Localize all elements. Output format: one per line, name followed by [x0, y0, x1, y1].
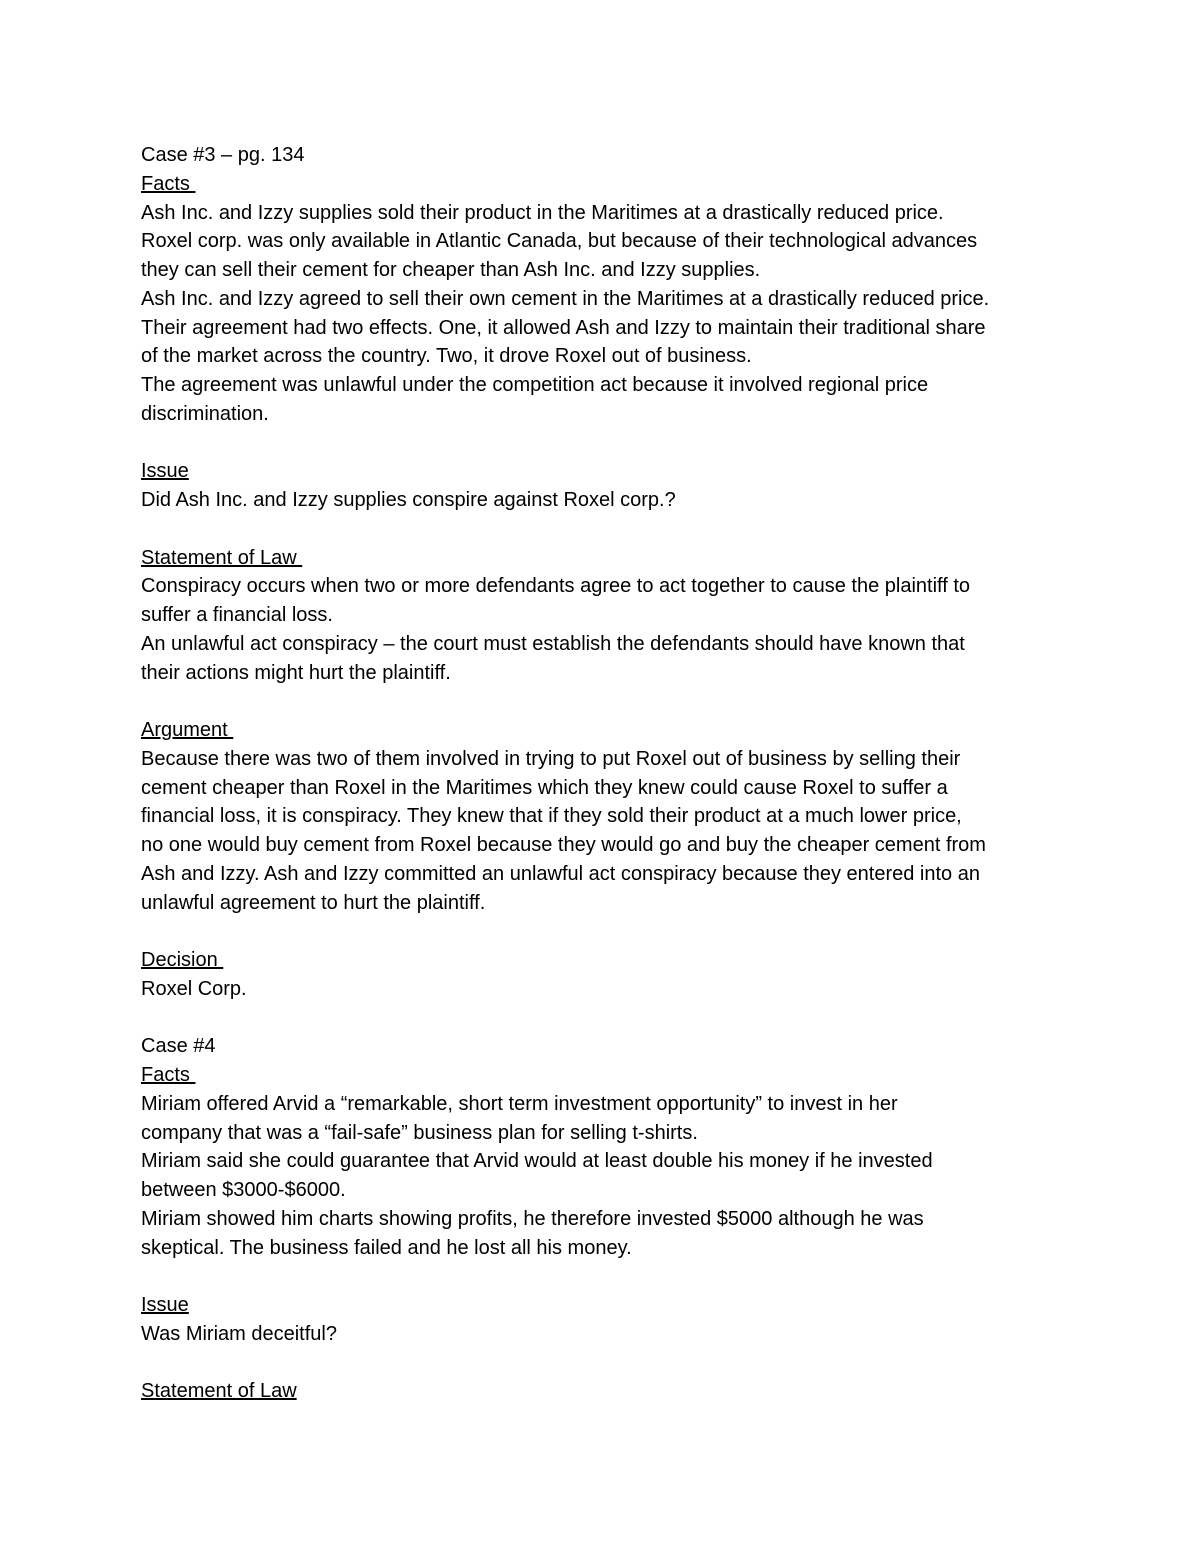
case4-facts-line: company that was a “fail-safe” business plan for selling t-shirts.	[141, 1121, 698, 1144]
spacer	[141, 917, 1071, 946]
document-page	[141, 141, 1071, 1406]
case3-law-line: An unlawful act conspiracy – the court must establish the defendants should have known that	[141, 632, 965, 655]
case4-facts-line: between $3000-$6000.	[141, 1179, 346, 1201]
case3-law-line: their actions might hurt the plaintiff.	[141, 661, 451, 684]
case3-facts-line: The agreement was unlawful under the competition act because it involved regional price	[141, 374, 929, 396]
spacer	[141, 1262, 1071, 1291]
case4-title: Case #4	[141, 1035, 216, 1058]
case3-facts-line: Ash Inc. and Izzy agreed to sell their own cement in the Maritimes at a drastically reduced price.	[141, 287, 990, 310]
case3-facts-heading: Facts	[141, 172, 196, 195]
case3-argument-line: Ash and Izzy. Ash and Izzy committed an unlawful act conspiracy because they entered into an	[141, 862, 980, 885]
case4-facts-line: Miriam offered Arvid a “remarkable, short term investment opportunity” to invest in her	[141, 1092, 898, 1115]
case3-facts-line: of the market across the country. Two, it drove Roxel out of business.	[141, 345, 752, 368]
case3-issue-line: Did Ash Inc. and Izzy supplies conspire against Roxel corp.?	[141, 489, 676, 511]
case4-law-heading: Statement of Law	[141, 1380, 297, 1403]
case4-facts-heading: Facts	[141, 1064, 196, 1086]
case3-decision-heading: Decision	[141, 949, 224, 971]
case3-argument-line: Because there was two of them involved in trying to put Roxel out of business by selling their	[141, 747, 961, 770]
spacer	[141, 515, 1071, 544]
case3-facts-line: Their agreement had two effects. One, it allowed Ash and Izzy to maintain their traditional share	[141, 316, 986, 339]
case3-decision-line: Roxel Corp.	[141, 977, 247, 1000]
case3-law-line: Conspiracy occurs when two or more defendants agree to act together to cause the plaintiff to	[141, 575, 970, 598]
spacer	[141, 1349, 1071, 1378]
spacer	[141, 1004, 1071, 1033]
case4-facts-line: Miriam showed him charts showing profits, he therefore invested $5000 although he was	[141, 1207, 924, 1230]
case3-title: Case #3 – pg. 134	[141, 144, 305, 166]
case3-law-line: suffer a financial loss.	[141, 604, 333, 626]
spacer	[141, 687, 1071, 716]
case3-facts-line: Ash Inc. and Izzy supplies sold their product in the Maritimes at a drastically reduced price.	[141, 201, 944, 224]
case3-facts-line: Roxel corp. was only available in Atlantic Canada, but because of their technological advances	[141, 230, 978, 253]
case4-facts-line: Miriam said she could guarantee that Arvid would at least double his money if he invested	[141, 1150, 933, 1173]
case4-facts-line: skeptical. The business failed and he lost all his money.	[141, 1236, 632, 1259]
case3-argument-line: financial loss, it is conspiracy. They knew that if they sold their product at a much lower price,	[141, 805, 962, 828]
spacer	[141, 429, 1071, 458]
case4-issue-line: Was Miriam deceitful?	[141, 1322, 337, 1345]
case3-argument-heading: Argument	[141, 719, 234, 741]
case3-argument-line: unlawful agreement to hurt the plaintiff.	[141, 891, 486, 914]
case3-facts-line: discrimination.	[141, 402, 269, 425]
case3-argument-line: cement cheaper than Roxel in the Maritimes which they knew could cause Roxel to suffer a	[141, 776, 948, 799]
case3-issue-heading: Issue	[141, 460, 189, 483]
case3-law-heading: Statement of Law	[141, 546, 303, 569]
case3-argument-line: no one would buy cement from Roxel because they would go and buy the cheaper cement from	[141, 834, 986, 856]
case3-facts-line: they can sell their cement for cheaper than Ash Inc. and Izzy supplies.	[141, 259, 761, 281]
case4-issue-heading: Issue	[141, 1294, 189, 1316]
